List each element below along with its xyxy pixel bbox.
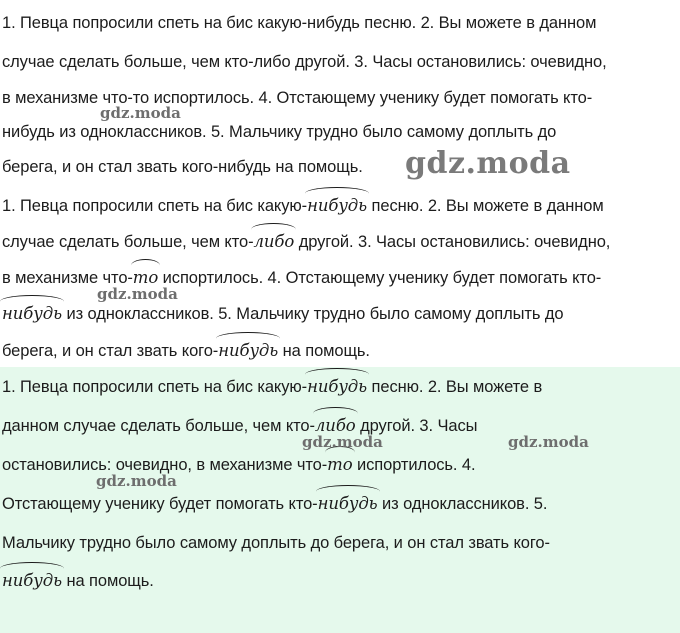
watermark: gdz.moda bbox=[508, 433, 589, 451]
text: испортилось. 4. Отстающему ученику будет помогать кто- bbox=[158, 269, 602, 287]
block3-line-4 bbox=[2, 494, 547, 514]
block3-line-2 bbox=[2, 416, 477, 436]
block1-line-2: случае сделать больше, чем кто-либо другой. 3. Часы остановились: очевидно, bbox=[2, 53, 607, 71]
text: испортилось. 4. bbox=[352, 456, 476, 474]
text: на помощь. bbox=[61, 572, 154, 590]
suffix-mark: то bbox=[327, 455, 353, 474]
watermark: gdz.moda bbox=[96, 472, 177, 490]
block2-line-5 bbox=[2, 341, 370, 361]
block3-line-5 bbox=[2, 533, 550, 553]
block1-line-3: в механизме что-то испортилось. 4. Отстающему ученику будет помогать кто- bbox=[2, 89, 593, 107]
text: другой. 3. Часы остановились: очевидно, bbox=[294, 233, 611, 251]
text: остановились: очевидно, в механизме что- bbox=[2, 456, 328, 474]
suffix-mark: нибудь bbox=[2, 571, 62, 590]
suffix-mark: то bbox=[132, 268, 159, 287]
block2-line-2 bbox=[2, 232, 610, 252]
block2-line-1 bbox=[2, 196, 604, 216]
watermark: gdz.moda bbox=[97, 285, 178, 303]
text: из одноклассников. 5. bbox=[377, 495, 548, 513]
text: случае сделать больше, чем кто- bbox=[2, 233, 254, 251]
text: 1. Певца попросили спеть на бис какую- bbox=[2, 378, 308, 396]
block3-line-1 bbox=[2, 377, 542, 397]
text: берега, и он стал звать кого- bbox=[2, 342, 219, 360]
text: песню. 2. Вы можете в bbox=[367, 378, 543, 396]
suffix-mark: нибудь bbox=[2, 304, 62, 323]
suffix-mark: нибудь bbox=[218, 341, 279, 360]
watermark-large: gdz.moda bbox=[405, 146, 571, 181]
block1-line-1: 1. Певца попросили спеть на бис какую-нибудь песню. 2. Вы можете в данном bbox=[2, 14, 597, 32]
suffix-mark: либо bbox=[253, 232, 295, 251]
watermark: gdz.moda bbox=[100, 104, 181, 122]
suffix-mark: нибудь bbox=[307, 377, 368, 396]
block3-line-6 bbox=[2, 571, 154, 591]
text: на помощь. bbox=[278, 342, 370, 360]
block2-line-4 bbox=[2, 304, 563, 324]
block2-line-3 bbox=[2, 268, 601, 288]
watermark: gdz.moda bbox=[302, 433, 383, 451]
text: 1. Певца попросили спеть на бис какую- bbox=[2, 197, 308, 215]
block1-line-4: нибудь из одноклассников. 5. Мальчику трудно было самому доплыть до bbox=[2, 123, 557, 141]
text: Мальчику трудно было самому доплыть до берега, и он стал звать кого- bbox=[2, 534, 550, 552]
text: песню. 2. Вы можете в данном bbox=[367, 197, 604, 215]
text: данном случае сделать больше, чем кто- bbox=[2, 417, 315, 435]
suffix-mark: нибудь bbox=[317, 494, 378, 513]
block1-line-5: берега, и он стал звать кого-нибудь на помощь. bbox=[2, 158, 363, 176]
suffix-mark: нибудь bbox=[307, 196, 368, 215]
text: Отстающему ученику будет помогать кто- bbox=[2, 495, 318, 513]
text: другой. 3. Часы bbox=[355, 417, 478, 435]
text: из одноклассников. 5. Мальчику трудно было самому доплыть до bbox=[61, 305, 564, 323]
suffix-mark: либо bbox=[314, 416, 356, 435]
block3-line-3 bbox=[2, 455, 475, 475]
text: в механизме что- bbox=[2, 269, 133, 287]
